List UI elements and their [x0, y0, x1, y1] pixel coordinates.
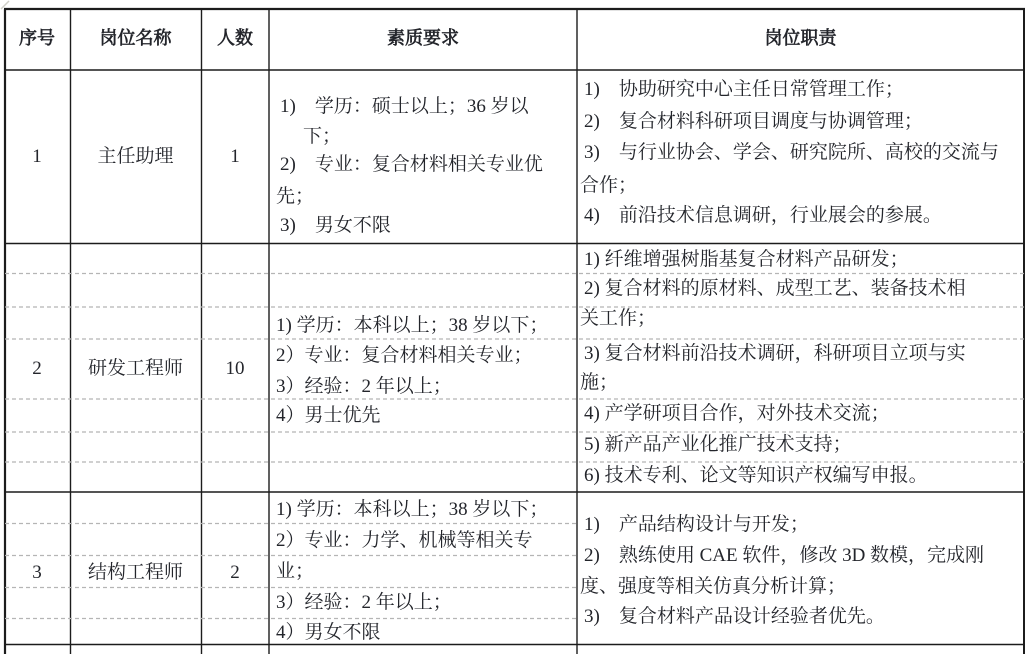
duty-line: 5) 新产品产业化推广技术支持；: [584, 434, 852, 455]
row-headcount: 1: [230, 146, 240, 167]
duty-line: 1) 协助研究中心主任日常管理工作；: [584, 79, 904, 100]
duty-line: 1) 产品结构设计与开发；: [584, 514, 809, 535]
requirement-line: 下；: [303, 126, 342, 147]
requirement-line: 2）专业：力学、机械等相关专: [276, 530, 533, 551]
duty-line: 3) 复合材料前沿技术调研，科研项目立项与实: [584, 343, 966, 364]
header-col-requirements: 素质要求: [387, 28, 459, 48]
requirement-line: 3）经验：2 年以上；: [276, 592, 452, 613]
requirement-line: 业；: [276, 561, 315, 582]
requirement-line: 2) 专业：复合材料相关专业优: [280, 154, 543, 175]
duty-line: 2) 复合材料科研项目调度与协调管理；: [584, 111, 923, 132]
duty-line: 3) 与行业协会、学会、研究院所、高校的交流与: [584, 142, 999, 163]
header-col-duties: 岗位职责: [764, 28, 837, 48]
duty-line: 合作；: [580, 175, 638, 196]
duty-line: 2) 复合材料的原材料、成型工艺、装备技术相: [584, 278, 966, 299]
requirement-line: 先；: [276, 186, 315, 207]
row-headcount: 10: [225, 358, 245, 379]
row-number: 3: [32, 562, 42, 583]
header-col-headcount: 人数: [217, 28, 253, 48]
duty-line: 3) 复合材料产品设计经验者优先。: [584, 606, 885, 627]
requirement-line: 1) 学历：本科以上；38 岁以下；: [276, 499, 549, 520]
duty-line: 度、强度等相关仿真分析计算；: [580, 576, 847, 597]
row-number: 2: [32, 358, 42, 379]
duty-line: 4) 前沿技术信息调研，行业展会的参展。: [584, 205, 942, 226]
row-position: 研发工程师: [87, 358, 183, 379]
row-headcount: 2: [230, 562, 240, 583]
requirement-line: 4）男士优先: [276, 405, 381, 426]
duty-line: 2) 熟练使用 CAE 软件，修改 3D 数模，完成刚: [584, 545, 985, 566]
duty-line: 4) 产学研项目合作，对外技术交流；: [584, 403, 890, 424]
duty-line: 1) 纤维增强树脂基复合材料产品研发；: [584, 249, 909, 270]
screenshot-corner-artifact: [1, 1, 9, 9]
requirement-line: 2）专业：复合材料相关专业；: [276, 345, 533, 366]
requirement-line: 1) 学历：本科以上；38 岁以下；: [276, 315, 549, 336]
row-position: 结构工程师: [87, 562, 183, 583]
duty-line: 施；: [580, 372, 619, 393]
requirement-line: 3）经验：2 年以上；: [276, 376, 452, 397]
duty-line: 关工作；: [580, 308, 657, 329]
header-col-no: 序号: [19, 28, 55, 48]
duty-line: 6) 技术专利、论文等知识产权编写申报。: [584, 465, 928, 486]
row-position: 主任助理: [97, 146, 174, 167]
row-number: 1: [32, 146, 42, 167]
requirement-line: 1) 学历：硕士以上；36 岁以: [280, 96, 529, 117]
requirement-line: 4）男女不限: [276, 622, 381, 643]
header-col-position: 岗位名称: [99, 28, 172, 48]
requirement-line: 3) 男女不限: [280, 215, 391, 236]
